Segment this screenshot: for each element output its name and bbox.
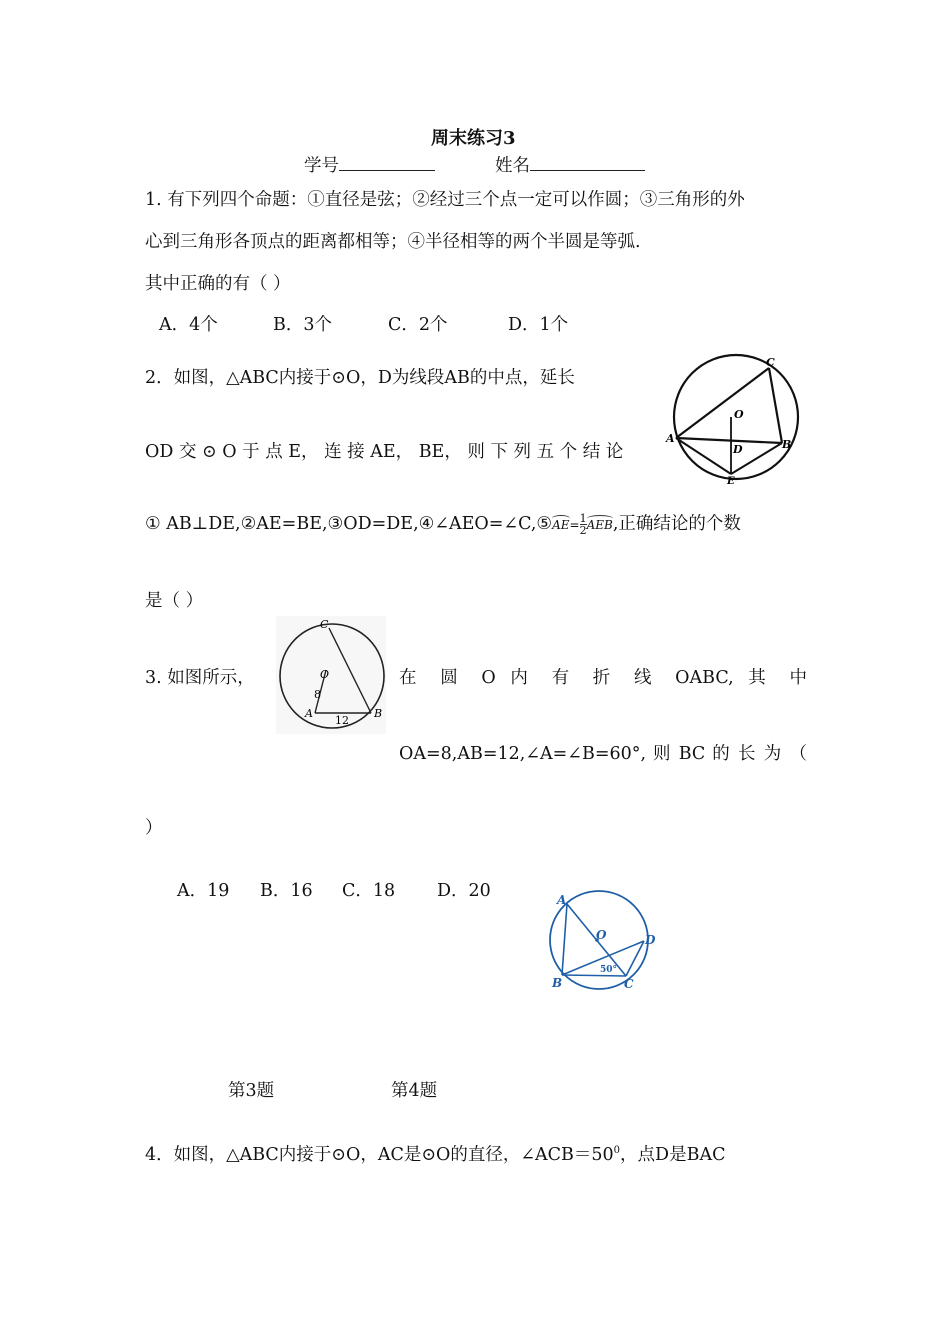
degree-superscript: 0: [613, 1145, 621, 1156]
caption-fig4: 第4题: [391, 1081, 438, 1101]
q3-line3: ）: [145, 818, 163, 838]
q3-figure: [276, 616, 386, 734]
q4-line1: [145, 1141, 725, 1166]
label-a: A: [305, 707, 313, 720]
chord-bc: [562, 975, 626, 976]
name-blank[interactable]: [530, 154, 645, 171]
label-d: D: [645, 933, 656, 947]
label-o: O: [596, 928, 607, 942]
label-angle: 50°: [600, 965, 618, 975]
q2-figure: [664, 352, 810, 488]
label-e: E: [727, 476, 735, 487]
q4-figure: [545, 888, 661, 1000]
label-d: D: [733, 443, 743, 456]
label-ab-length: 12: [335, 714, 349, 727]
label-c: C: [320, 618, 329, 631]
chord-dc: [626, 941, 644, 976]
student-no-field[interactable]: [304, 152, 435, 177]
label-c: C: [624, 977, 634, 991]
q1-option-b[interactable]: B．3个: [273, 315, 332, 335]
student-no-label: 学号: [304, 156, 339, 176]
arc-aeb: AEB: [586, 518, 613, 532]
label-b: B: [374, 707, 383, 720]
caption-fig3: 第3题: [228, 1081, 275, 1101]
label-a: A: [557, 893, 567, 907]
q2-line2: OD 交 ⊙ O 于 点 E， 连 接 AE， BE， 则 下 列 五 个 结 论: [145, 442, 624, 462]
q2-line3-suffix: ,正确结论的个数: [612, 514, 741, 534]
figure-background: [276, 616, 386, 734]
equals-sign: =: [569, 518, 580, 532]
q2-line4: 是（ ）: [145, 591, 204, 611]
label-b: B: [552, 976, 563, 990]
fraction-denominator: 2: [579, 524, 587, 537]
q2-line3-prefix: ① AB⊥DE,②AE=BE,③OD=DE,④∠AEO=∠C,⑤: [145, 514, 553, 534]
chord-ab: [676, 438, 782, 443]
arc-ae: AE: [552, 518, 570, 532]
q2-line1: 2．如图，△ABC内接于⊙O，D为线段AB的中点，延长: [145, 368, 575, 388]
q1-line2: 心到三角形各顶点的距离都相等；④半径相等的两个半圆是等弧.: [145, 232, 641, 252]
q3-line1-prefix: 3. 如图所示，: [145, 668, 255, 688]
label-c: C: [766, 356, 775, 369]
q1-option-a[interactable]: A．4个: [159, 315, 218, 335]
q1-line3: 其中正确的有（ ）: [145, 274, 291, 294]
fraction: [580, 513, 587, 536]
chord-ab: [562, 904, 567, 975]
label-a: A: [666, 432, 675, 445]
q3-line2-text: OA=8,AB=12,∠A=∠B=60°, 则 BC 的 长 为 （: [399, 744, 807, 764]
q3-option-c[interactable]: C．18: [342, 881, 396, 901]
label-oa-length: 8: [314, 688, 321, 701]
q2-line3: [145, 510, 741, 536]
q3-option-b[interactable]: B．16: [260, 881, 313, 901]
q1-option-c[interactable]: C．2个: [388, 315, 448, 335]
q3-line1-rest: [399, 664, 807, 689]
q3-line2: [399, 740, 807, 765]
name-field[interactable]: [495, 152, 645, 177]
chord-ac: [676, 368, 769, 438]
student-no-blank[interactable]: [339, 154, 435, 171]
q1-option-d[interactable]: D．1个: [508, 315, 569, 335]
q4-line1-prefix: 4．如图，△ABC内接于⊙O，AC是⊙O的直径，∠ACB＝50: [145, 1145, 614, 1165]
fraction-numerator: 1: [579, 512, 587, 525]
q3-option-a[interactable]: A．19: [177, 881, 230, 901]
label-b: B: [782, 438, 792, 451]
chord-cb: [769, 368, 782, 443]
page-title: 周末练习3: [431, 128, 516, 149]
name-label: 姓名: [495, 156, 530, 176]
q3-line1-text: 在 圆 O 内 有 折 线 OABC, 其 中: [399, 668, 807, 688]
label-o: O: [320, 668, 330, 681]
q1-line1: 1. 有下列四个命题：①直径是弦；②经过三个点一定可以作圆；③三角形的外: [145, 190, 745, 210]
label-o: O: [734, 408, 744, 421]
q4-line1-suffix: ，点D是BAC: [620, 1145, 726, 1165]
q3-option-d[interactable]: D．20: [437, 881, 491, 901]
